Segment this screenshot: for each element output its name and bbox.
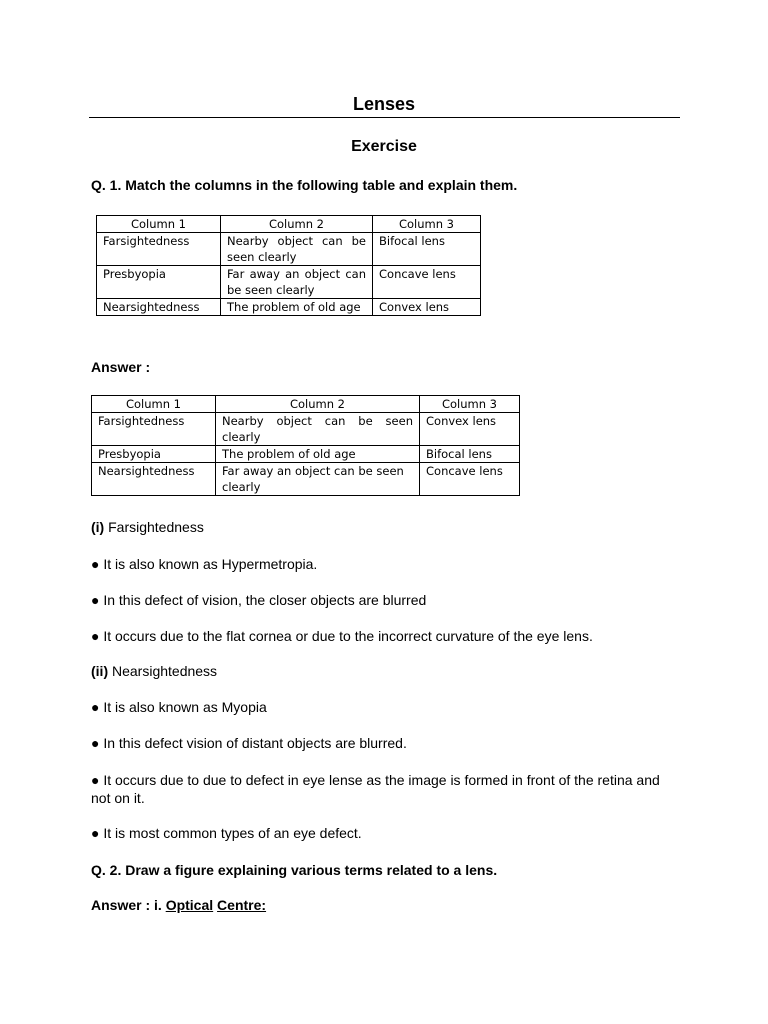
answer-table: [91, 395, 520, 496]
table-cell: Bifocal lens: [420, 446, 520, 463]
table-row: [92, 413, 520, 446]
subsection-number: (i): [91, 519, 105, 535]
subsection-number: (ii): [91, 663, 109, 679]
column-header: Column 1: [92, 396, 216, 413]
subsection-title: Farsightedness: [108, 519, 204, 535]
table-cell: Nearby object can be seen clearly: [216, 413, 420, 446]
table-cell: Convex lens: [373, 299, 481, 316]
bullet-item: ● It is also known as Hypermetropia.: [91, 556, 318, 572]
table-row: [97, 266, 481, 299]
subsection-title: Nearsightedness: [112, 663, 218, 679]
table-cell: Nearsightedness: [92, 463, 216, 496]
subsection-nearsightedness: [91, 662, 691, 680]
table-cell: Far away an object can be seen clearly: [216, 463, 420, 496]
page-title: Lenses: [352, 94, 416, 114]
table-cell: The problem of old age: [216, 446, 420, 463]
column-header: Column 1: [97, 216, 221, 233]
table-cell: Bifocal lens: [373, 233, 481, 266]
table-row: [97, 299, 481, 316]
table-cell: Far away an object can be seen clearly: [221, 266, 373, 299]
bullet-item: ● In this defect of vision, the closer objects are blurred: [91, 592, 427, 608]
table-cell: The problem of old age: [221, 299, 373, 316]
question-1: Q. 1. Match the columns in the following table and explain them.: [91, 177, 518, 193]
table-cell: Presbyopia: [97, 266, 221, 299]
table-cell: Nearsightedness: [97, 299, 221, 316]
column-header: Column 2: [221, 216, 373, 233]
table-cell: Convex lens: [420, 413, 520, 446]
column-header: Column 3: [373, 216, 481, 233]
column-header: Column 3: [420, 396, 520, 413]
question-2: Q. 2. Draw a figure explaining various terms related to a lens.: [91, 862, 498, 878]
answer-prefix: Answer : i.: [91, 897, 162, 913]
term-centre: Centre:: [217, 897, 267, 913]
table-row: [92, 463, 520, 496]
table-header-row: [97, 216, 481, 233]
title-divider: [89, 117, 680, 118]
table-header-row: [92, 396, 520, 413]
table-cell: Concave lens: [373, 266, 481, 299]
table-cell: Farsightedness: [97, 233, 221, 266]
table-cell: Concave lens: [420, 463, 520, 496]
table-cell: Presbyopia: [92, 446, 216, 463]
table-cell: Nearby object can be seen clearly: [221, 233, 373, 266]
table-row: [97, 233, 481, 266]
subsection-farsightedness: [91, 518, 691, 536]
bullet-item: ● In this defect vision of distant objects are blurred.: [91, 735, 407, 751]
term-optical: Optical: [165, 897, 214, 913]
table-cell: Farsightedness: [92, 413, 216, 446]
section-title: Exercise: [351, 138, 417, 155]
bullet-item: ● It occurs due to the flat cornea or due to the incorrect curvature of the eye lens.: [91, 628, 593, 644]
answer-2: [91, 897, 266, 913]
answer-label: Answer :: [91, 359, 151, 375]
table-row: [92, 446, 520, 463]
bullet-item: ● It occurs due to due to defect in eye lense as the image is formed in front of the retina and not on it.: [91, 772, 660, 806]
bullet-item: ● It is also known as Myopia: [91, 699, 267, 715]
column-header: Column 2: [216, 396, 420, 413]
bullet-item: ● It is most common types of an eye defect.: [91, 825, 362, 841]
question-table: [96, 215, 481, 316]
